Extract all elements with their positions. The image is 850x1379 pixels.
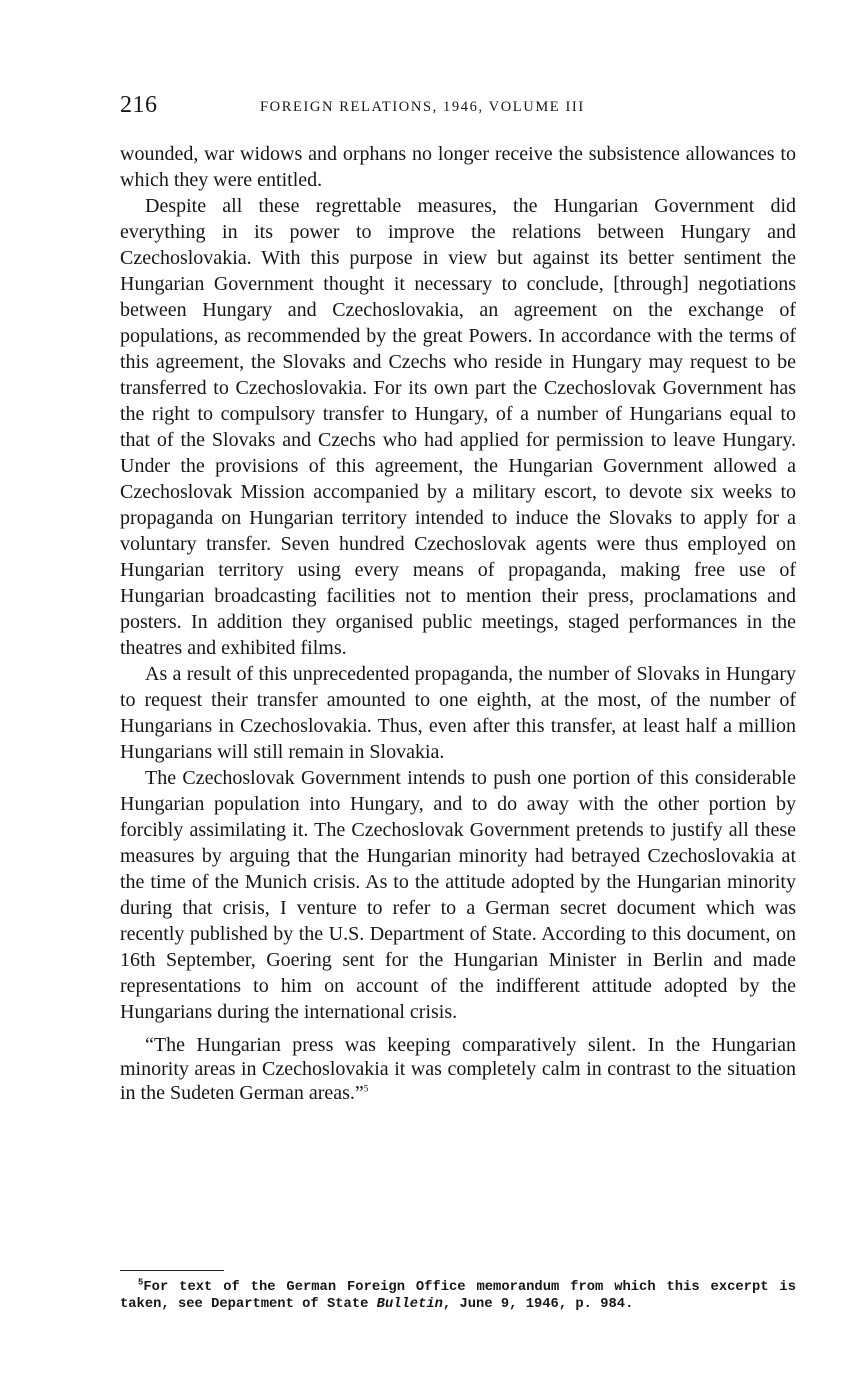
body-text bbox=[120, 141, 796, 1105]
paragraph-czechoslovak-intent: The Czechoslovak Government intends to push one portion of this considerable Hungarian population into Hungary, and to do away with the other portion by forcibly assimilating it. The Czechoslovak Government pretends to justify all these measures by arguing that the Hungarian minority had betrayed Czechoslovakia at the time of the Munich crisis. As to the attitude adopted by the Hungarian minority during that crisis, I venture to refer to a German secret document which was recently published by the U.S. Department of State. According to this document, on 16th September, Goering sent for the Hungarian Minister in Berlin and made representations to him on account of the indifferent attitude adopted by the Hungarians during the international crisis. bbox=[120, 767, 796, 1023]
paragraph-propaganda-result: As a result of this unprecedented propaganda, the number of Slovaks in Hungary to request their transfer amounted to one eighth, at the most, of the number of Hungarians in Czechoslovakia. Thus, even after this transfer, at least half a million Hungarians will still remain in Slovakia. bbox=[120, 663, 796, 763]
quote-text: “The Hungarian press was keeping comparatively silent. In the Hungarian minority areas in Czechoslovakia it was completely calm in contrast to the situation in the Sudeten German areas.” bbox=[120, 1034, 796, 1104]
paragraph-continuation: wounded, war widows and orphans no longer receive the subsistence allowances to which they were entitled. bbox=[120, 143, 796, 191]
paragraph-exchange-agreement: Despite all these regrettable measures, the Hungarian Government did everything in its power to improve the relations between Hungary and Czechoslovakia. With this purpose in view but against its better sentiment the Hungarian Government thought it necessary to conclude, [through] negotiations between Hungary and Czechoslovakia, an agreement on the exchange of populations, as recommended by the great Powers. In accordance with the terms of this agreement, the Slovaks and Czechs who reside in Hungary may request to be transferred to Czechoslovakia. For its own part the Czechoslovak Government has the right to compulsory transfer to Hungary, of a number of Hungarians equal to that of the Slovaks and Czechs who had applied for permission to leave Hungary. Under the provisions of this agreement, the Hungarian Government allowed a Czechoslovak Mission accompanied by a military escort, to devote six weeks to propaganda on Hungarian territory intended to induce the Slovaks to apply for a voluntary transfer. Seven hundred Czechoslovak agents were thus employed on Hungarian territory using every means of propaganda, making free use of Hungarian broadcasting facilities not to mention their press, proclamations and posters. In addition they organised public meetings, staged performances in the theatres and exhibited films. bbox=[120, 195, 796, 659]
block-quote bbox=[120, 1033, 796, 1105]
footnote-reference[interactable]: 5 bbox=[363, 1083, 369, 1094]
page-header bbox=[120, 92, 800, 122]
footnote-text-before: For text of the German Foreign Office memorandum from which this excerpt is taken, see Department of State bbox=[120, 1280, 796, 1312]
footnote bbox=[120, 1279, 796, 1313]
footnote-divider bbox=[120, 1270, 224, 1271]
page-number: 216 bbox=[120, 92, 158, 118]
footnote-text-after: , June 9, 1946, p. 984. bbox=[442, 1297, 634, 1312]
footnote-publication: Bulletin bbox=[376, 1297, 443, 1312]
footnote-marker: 5 bbox=[138, 1277, 144, 1288]
running-head: FOREIGN RELATIONS, 1946, VOLUME III bbox=[260, 99, 585, 115]
